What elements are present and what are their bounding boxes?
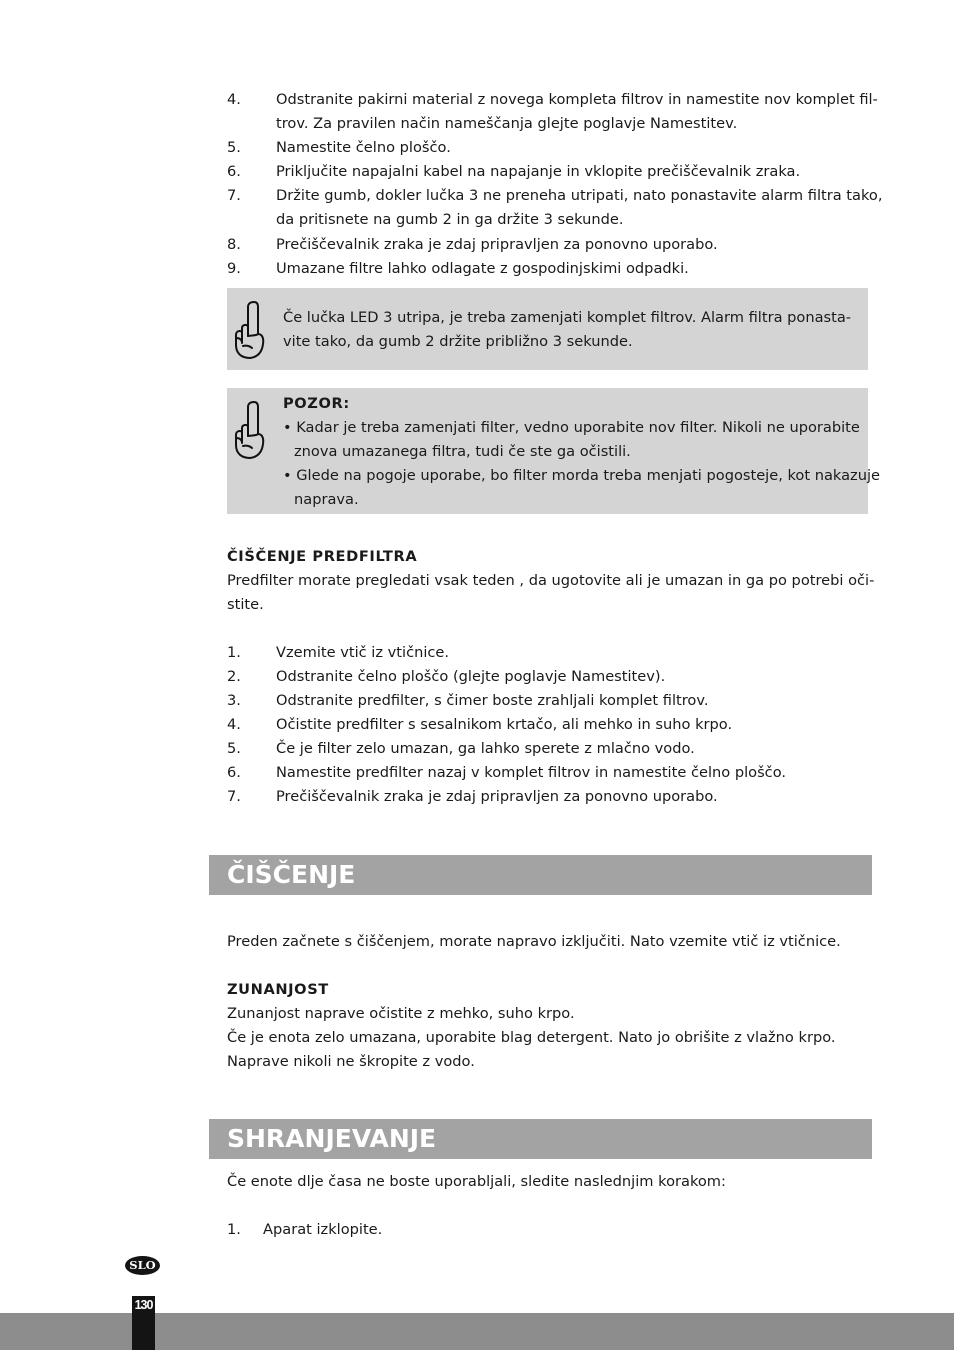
list-item-text: Prečiščevalnik zraka je zdaj pripravljen za ponovno uporabo. xyxy=(276,788,718,805)
list-item-text: Očistite predfilter s sesalnikom krtačo, ali mehko in suho krpo. xyxy=(276,716,733,733)
list-item-text: trov. Za pravilen način nameščanja glejte poglavje Namestitev. xyxy=(276,115,738,132)
list-item-text: Odstranite pakirni material z novega kompleta filtrov in namestite nov komplet fil- xyxy=(276,91,878,108)
warning-bullet: • Kadar je treba zamenjati filter, vedno uporabite nov filter. Nikoli ne uporabite xyxy=(283,419,860,436)
page-number: 130 xyxy=(134,1298,153,1312)
section-title: SHRANJEVANJE xyxy=(227,1124,437,1153)
list-item-number: 1. xyxy=(227,644,241,661)
list-item-text: Držite gumb, dokler lučka 3 ne preneha utripati, nato ponastavite alarm filtra tako, xyxy=(276,187,883,204)
section-header-storage xyxy=(209,1119,872,1159)
list-item-number: 6. xyxy=(227,764,241,781)
warning-heading: POZOR: xyxy=(283,395,350,412)
list-item-text: Odstranite čelno ploščo (glejte poglavje Namestitev). xyxy=(276,668,666,685)
list-item-number: 4. xyxy=(227,91,241,108)
exterior-text: Če je enota zelo umazana, uporabite blag detergent. Nato jo obrišite z vlažno krpo. xyxy=(227,1029,836,1046)
warning-bullet-cont: znova umazanega filtra, tudi če ste ga očistili. xyxy=(294,443,631,460)
predfilter-intro: Predfilter morate pregledati vsak teden , da ugotovite ali je umazan in ga po potrebi oči- xyxy=(227,572,875,589)
list-item-text: Namestite čelno ploščo. xyxy=(276,139,451,156)
pointing-hand-icon xyxy=(232,398,266,460)
list-item-text: Aparat izklopite. xyxy=(263,1221,383,1238)
list-item-number: 1. xyxy=(227,1221,241,1238)
language-badge: SLO xyxy=(125,1256,160,1275)
exterior-text: Zunanjost naprave očistite z mehko, suho krpo. xyxy=(227,1005,575,1022)
list-item-text: da pritisnete na gumb 2 in ga držite 3 sekunde. xyxy=(276,211,624,228)
exterior-text: Naprave nikoli ne škropite z vodo. xyxy=(227,1053,475,1070)
storage-intro: Če enote dlje časa ne boste uporabljali, sledite naslednjim korakom: xyxy=(227,1173,726,1190)
warning-bullet: • Glede na pogoje uporabe, bo filter morda treba menjati pogosteje, kot nakazuje xyxy=(283,467,880,484)
list-item-number: 7. xyxy=(227,788,241,805)
warning-bullet-cont: naprava. xyxy=(294,491,359,508)
list-item-text: Namestite predfilter nazaj v komplet filtrov in namestite čelno ploščo. xyxy=(276,764,787,781)
list-item-text: Vzemite vtič iz vtičnice. xyxy=(276,644,450,661)
list-item-number: 2. xyxy=(227,668,241,685)
list-item-number: 8. xyxy=(227,236,241,253)
list-item-number: 9. xyxy=(227,260,241,277)
predfilter-intro: stite. xyxy=(227,596,264,613)
exterior-heading: ZUNANJOST xyxy=(227,981,329,998)
note-text: Če lučka LED 3 utripa, je treba zamenjati komplet filtrov. Alarm filtra ponasta- xyxy=(283,309,852,326)
list-item-text: Prečiščevalnik zraka je zdaj pripravljen za ponovno uporabo. xyxy=(276,236,718,253)
note-text: vite tako, da gumb 2 držite približno 3 sekunde. xyxy=(283,333,633,350)
list-item-number: 5. xyxy=(227,740,241,757)
list-item-text: Če je filter zelo umazan, ga lahko sperete z mlačno vodo. xyxy=(276,740,695,757)
predfilter-heading: ČIŠČENJE PREDFILTRA xyxy=(227,548,418,565)
list-item-number: 6. xyxy=(227,163,241,180)
list-item-text: Umazane filtre lahko odlagate z gospodinjskimi odpadki. xyxy=(276,260,689,277)
cleaning-intro: Preden začnete s čiščenjem, morate napravo izključiti. Nato vzemite vtič iz vtičnice. xyxy=(227,933,841,950)
list-item-text: Odstranite predfilter, s čimer boste zrahljali komplet filtrov. xyxy=(276,692,709,709)
list-item-number: 5. xyxy=(227,139,241,156)
list-item-number: 4. xyxy=(227,716,241,733)
section-title: ČIŠČENJE xyxy=(227,860,356,889)
section-header-cleaning xyxy=(209,855,872,895)
list-item-number: 7. xyxy=(227,187,241,204)
list-item-text: Priključite napajalni kabel na napajanje in vklopite prečiščevalnik zraka. xyxy=(276,163,801,180)
pointing-hand-icon xyxy=(232,298,266,360)
list-item-number: 3. xyxy=(227,692,241,709)
